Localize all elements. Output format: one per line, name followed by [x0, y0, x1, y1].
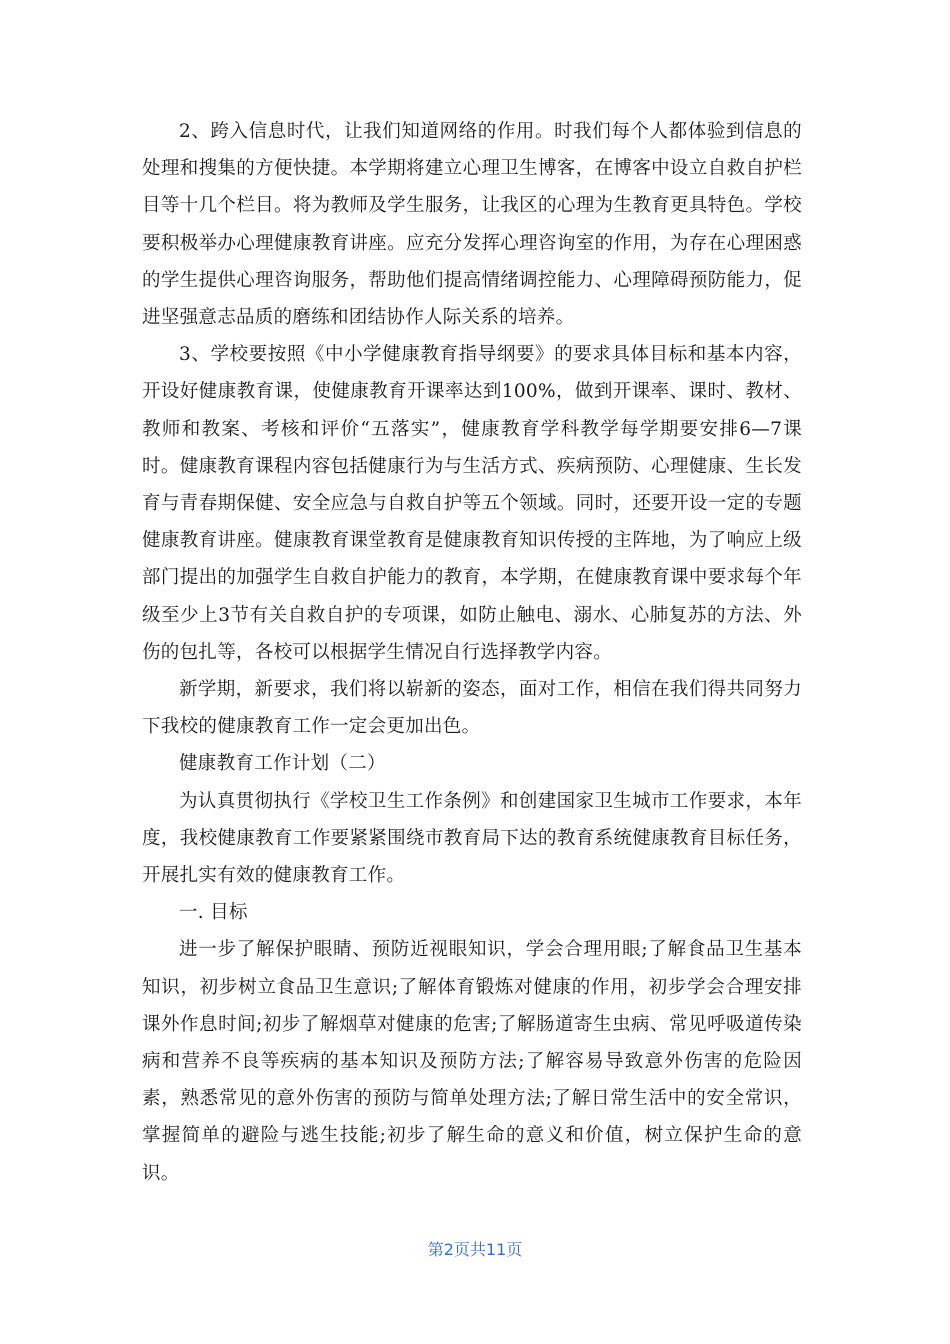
paragraph-intro: 为认真贯彻执行《学校卫生工作条例》和创建国家卫生城市工作要求，本年度，我校健康教育工作要紧紧围绕市教育局下达的教育系统健康教育目标任务，开展扎实有效的健康教育工作。 — [142, 790, 802, 887]
paragraph-item-2: 2、跨入信息时代，让我们知道网络的作用。时我们每个人都体验到信息的处理和搜集的方便快捷。本学期将建立心理卫生博客，在博客中设立自救自护栏目等十几个栏目。将为教师及学生服务，让我区的心理为生教育更具特色。学校要积极举办心理健康教育讲座。应充分发挥心理咨询室的作用，为存在心理困惑的学生提供心理咨询服务，帮助他们提高情绪调控能力、心理障碍预防能力，促进坚强意志品质的磨练和团结协作人际关系的培养。 — [142, 121, 802, 329]
page-number: 第2页共11页 — [427, 1240, 523, 1259]
document-body — [142, 113, 802, 1192]
section-heading: 健康教育工作计划（二） — [179, 753, 386, 775]
subheading-goal: 一. 目标 — [179, 902, 248, 924]
paragraph-closing: 新学期，新要求，我们将以崭新的姿态，面对工作，相信在我们得共同努力下我校的健康教育工作一定会更加出色。 — [142, 679, 802, 738]
paragraph-item-3: 3、学校要按照《中小学健康教育指导纲要》的要求具体目标和基本内容，开设好健康教育课，使健康教育开课率达到100%，做到开课率、课时、教材、教师和教案、考核和评价“五落实”，健康教育学科教学每学期要安排6—7课时。健康教育课程内容包括健康行为与生活方式、疾病预防、心理健康、生长发育与青春期保健、安全应急与自救自护等五个领域。同时，还要开设一定的专题健康教育讲座。健康教育课堂教育是健康教育知识传授的主阵地，为了响应上级部门提出的加强学生自救自护能力的教育，本学期，在健康教育课中要求每个年级至少上3节有关自救自护的专项课，如防止触电、溺水、心肺复苏的方法、外伤的包扎等，各校可以根据学生情况自行选择教学内容。 — [142, 344, 802, 663]
paragraph-goal: 进一步了解保护眼睛、预防近视眼知识，学会合理用眼;了解食品卫生基本知识，初步树立食品卫生意识;了解体育锻炼对健康的作用，初步学会合理安排课外作息时间;初步了解烟草对健康的危害;了解肠道寄生虫病、常见呼吸道传染病和营养不良等疾病的基本知识及预防方法;了解容易导致意外伤害的危险因素，熟悉常见的意外伤害的预防与简单处理方法;了解日常生活中的安全常识，掌握简单的避险与逃生技能;初步了解生命的意义和价值，树立保护生命的意识。 — [142, 939, 802, 1184]
